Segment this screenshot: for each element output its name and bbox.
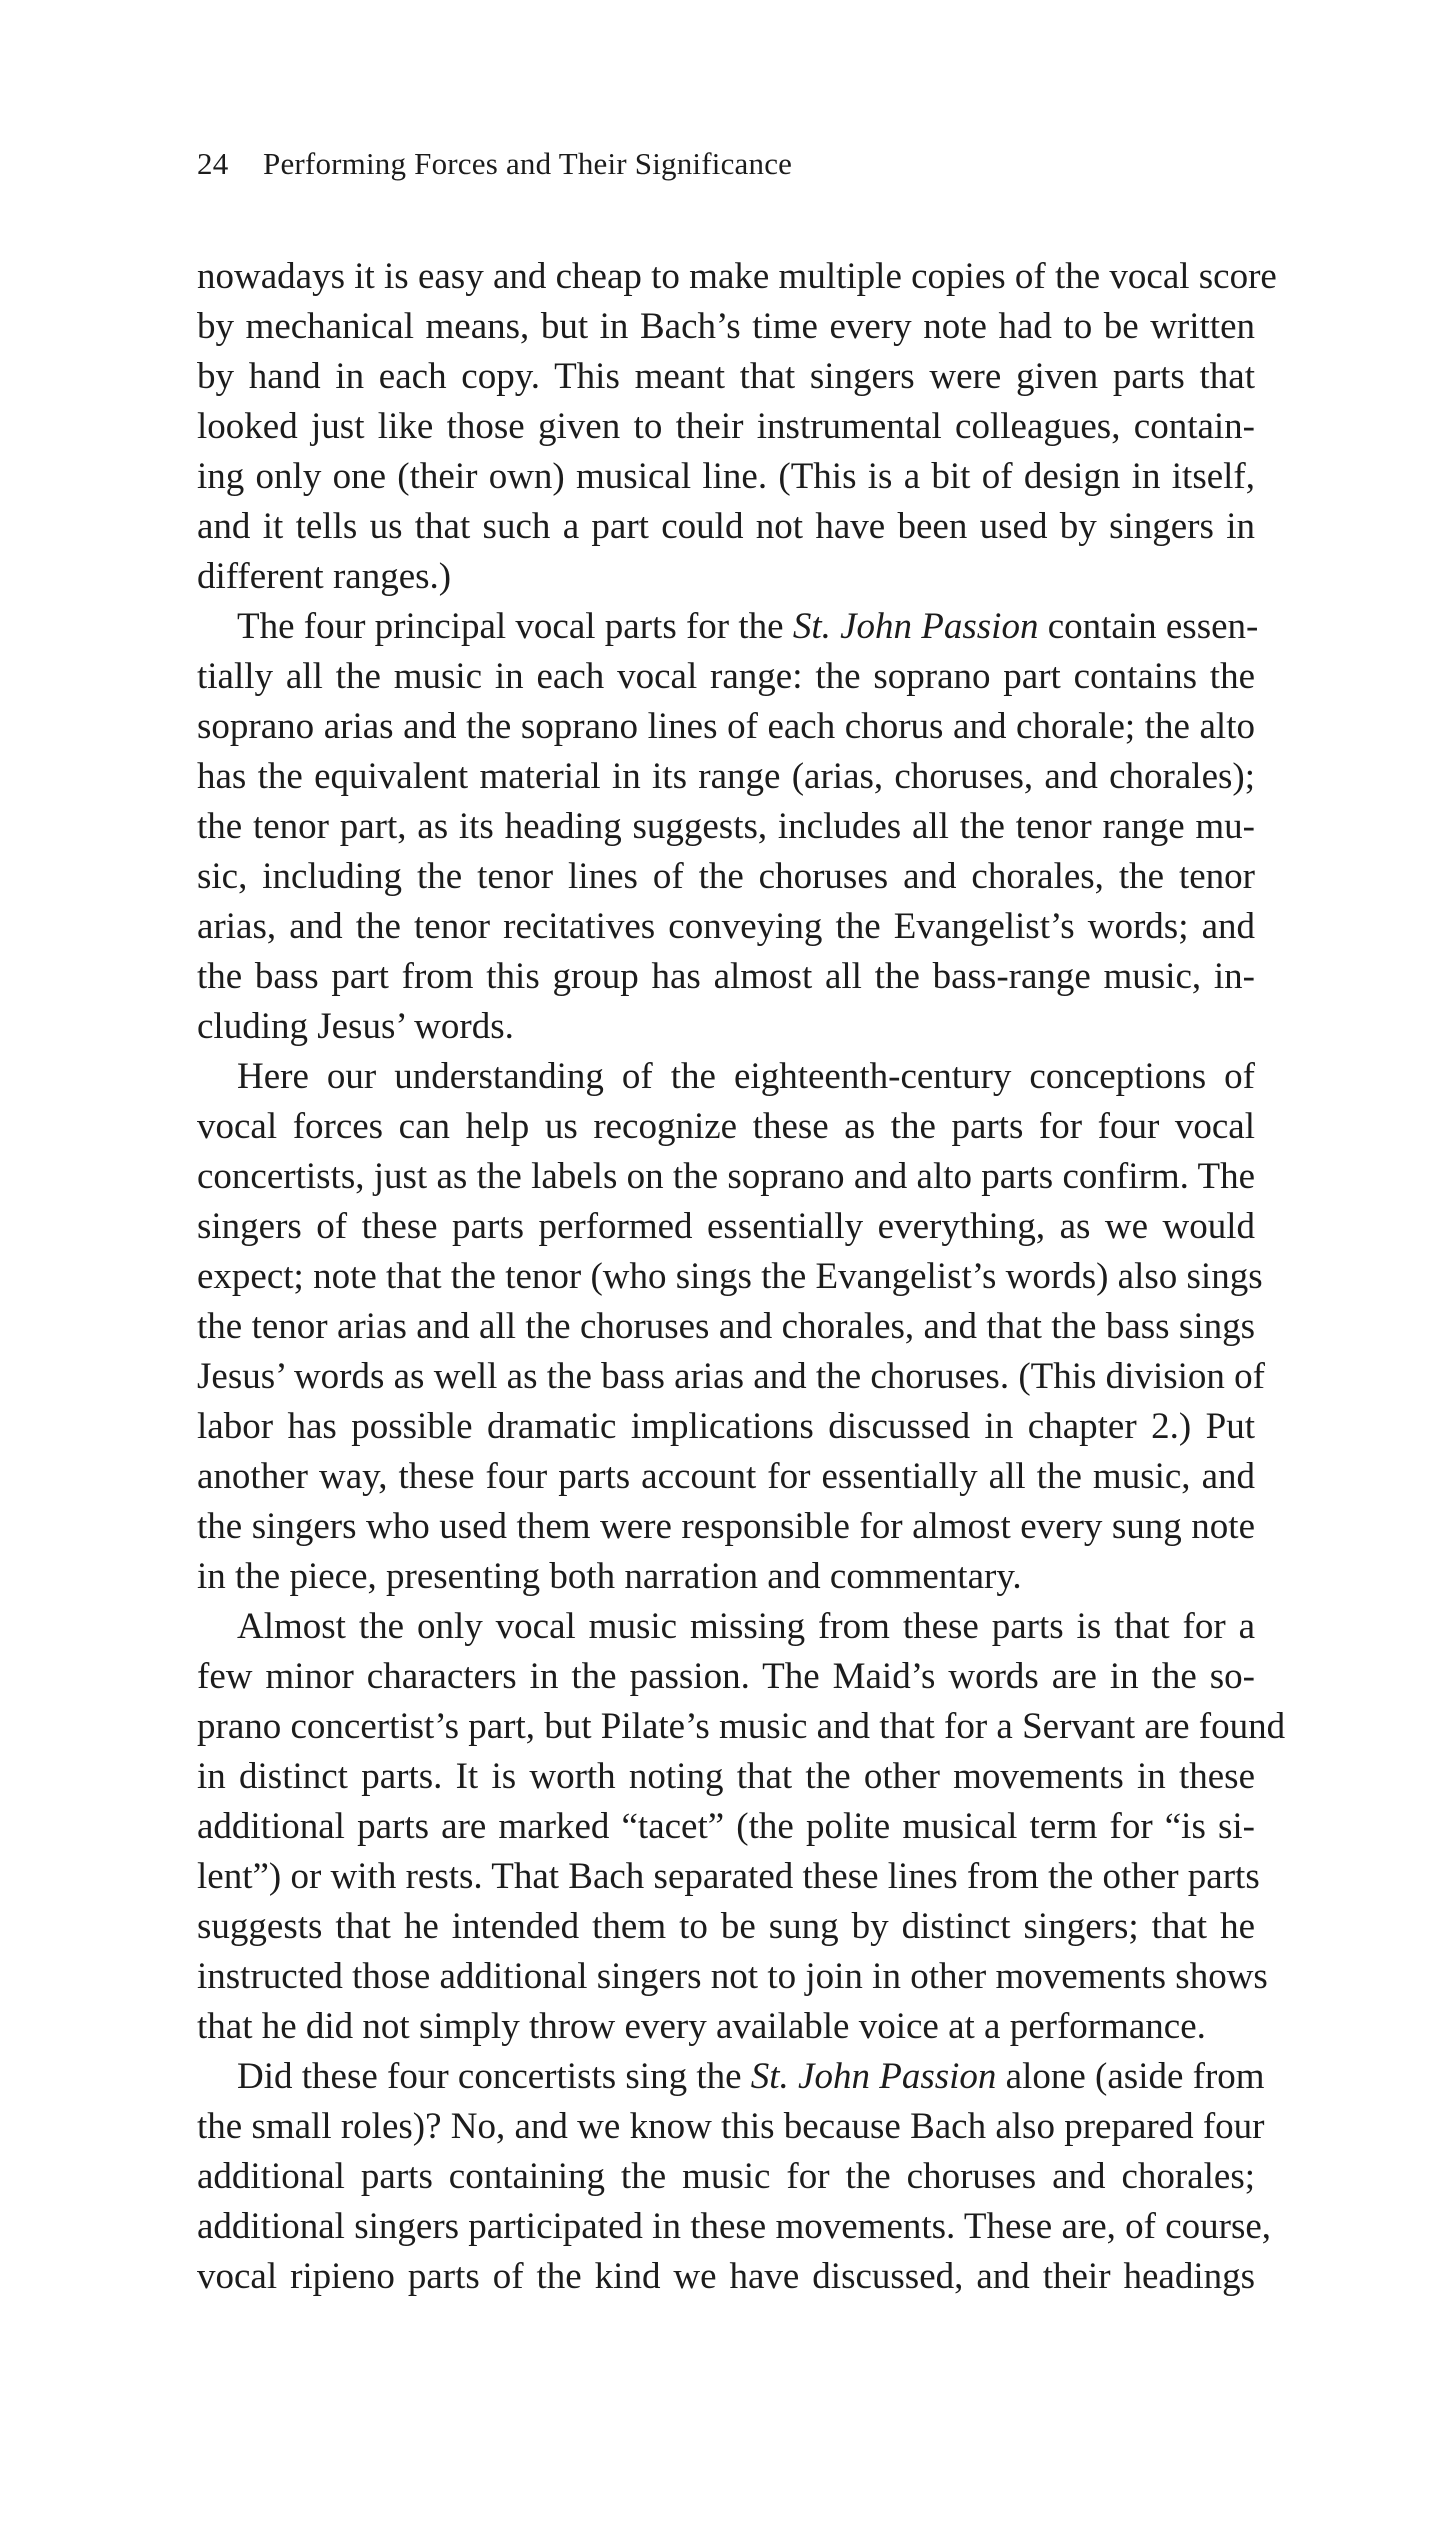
text-line: by hand in each copy. This meant that singers were given parts that [197, 356, 1255, 397]
text-line: and it tells us that such a part could not have been used by singers in [197, 506, 1255, 547]
text-line: additional parts are marked “tacet” (the polite musical term for “is si- [197, 1806, 1255, 1847]
body-text [197, 252, 1286, 2302]
text-line: Jesus’ words as well as the bass arias and the choruses. (This division of [197, 1356, 1265, 1397]
text-line: singers of these parts performed essentially everything, as we would [197, 1206, 1255, 1247]
running-head [197, 146, 792, 182]
text-line: instructed those additional singers not to join in other movements shows [197, 1956, 1268, 1997]
text-line: in the piece, presenting both narration and commentary. [197, 1556, 1022, 1597]
text-line: cluding Jesus’ words. [197, 1006, 514, 1047]
text-line: another way, these four parts account for essentially all the music, and [197, 1456, 1255, 1497]
text-line: labor has possible dramatic implications discussed in chapter 2.) Put [197, 1406, 1255, 1447]
text-line: expect; note that the tenor (who sings the Evangelist’s words) also sings [197, 1256, 1263, 1297]
page-number: 24 [197, 146, 229, 181]
text-line: lent”) or with rests. That Bach separated these lines from the other parts [197, 1856, 1260, 1897]
text-line: Did these four concertists sing the St. John Passion alone (aside from [237, 2056, 1265, 2097]
running-title: Performing Forces and Their Significance [263, 146, 793, 181]
work-title-italic: St. John Passion [750, 2056, 997, 2097]
text-line: by mechanical means, but in Bach’s time every note had to be written [197, 306, 1255, 347]
work-title-italic: St. John Passion [792, 606, 1039, 647]
text-line: additional singers participated in these movements. These are, of course, [197, 2206, 1272, 2247]
text-line: the bass part from this group has almost all the bass-range music, in- [197, 956, 1255, 997]
text-line: additional parts containing the music for the choruses and chorales; [197, 2156, 1255, 2197]
text-line: nowadays it is easy and cheap to make multiple copies of the vocal score [197, 256, 1277, 297]
text-line: prano concertist’s part, but Pilate’s music and that for a Servant are found [197, 1706, 1286, 1747]
text-line: the singers who used them were responsible for almost every sung note [197, 1506, 1255, 1547]
text-line: the tenor arias and all the choruses and chorales, and that the bass sings [197, 1306, 1255, 1347]
text-line: suggests that he intended them to be sung by distinct singers; that he [197, 1906, 1255, 1947]
text-line: vocal forces can help us recognize these as the parts for four vocal [197, 1106, 1255, 1147]
text-line: Here our understanding of the eighteenth-century conceptions of [237, 1056, 1255, 1097]
text-line: ing only one (their own) musical line. (This is a bit of design in itself, [197, 456, 1255, 497]
text-line: sic, including the tenor lines of the choruses and chorales, the tenor [197, 856, 1255, 897]
text-line: vocal ripieno parts of the kind we have discussed, and their headings [197, 2256, 1255, 2297]
text-line: concertists, just as the labels on the soprano and alto parts confirm. The [197, 1156, 1255, 1197]
text-line: the small roles)? No, and we know this because Bach also prepared four [197, 2106, 1265, 2147]
text-line: looked just like those given to their instrumental colleagues, contain- [197, 406, 1255, 447]
text-line: few minor characters in the passion. The Maid’s words are in the so- [197, 1656, 1255, 1697]
text-line: The four principal vocal parts for the St. John Passion contain essen- [237, 606, 1259, 647]
text-line: that he did not simply throw every available voice at a performance. [197, 2006, 1206, 2047]
text-line: soprano arias and the soprano lines of each chorus and chorale; the alto [197, 706, 1255, 747]
text-line: the tenor part, as its heading suggests, includes all the tenor range mu- [197, 806, 1255, 847]
text-line: arias, and the tenor recitatives conveying the Evangelist’s words; and [197, 906, 1255, 947]
text-line: Almost the only vocal music missing from these parts is that for a [237, 1606, 1255, 1647]
text-line: in distinct parts. It is worth noting that the other movements in these [197, 1756, 1255, 1797]
text-line: tially all the music in each vocal range: the soprano part contains the [197, 656, 1255, 697]
text-line: has the equivalent material in its range (arias, choruses, and chorales); [197, 756, 1255, 797]
text-line: different ranges.) [197, 556, 452, 597]
